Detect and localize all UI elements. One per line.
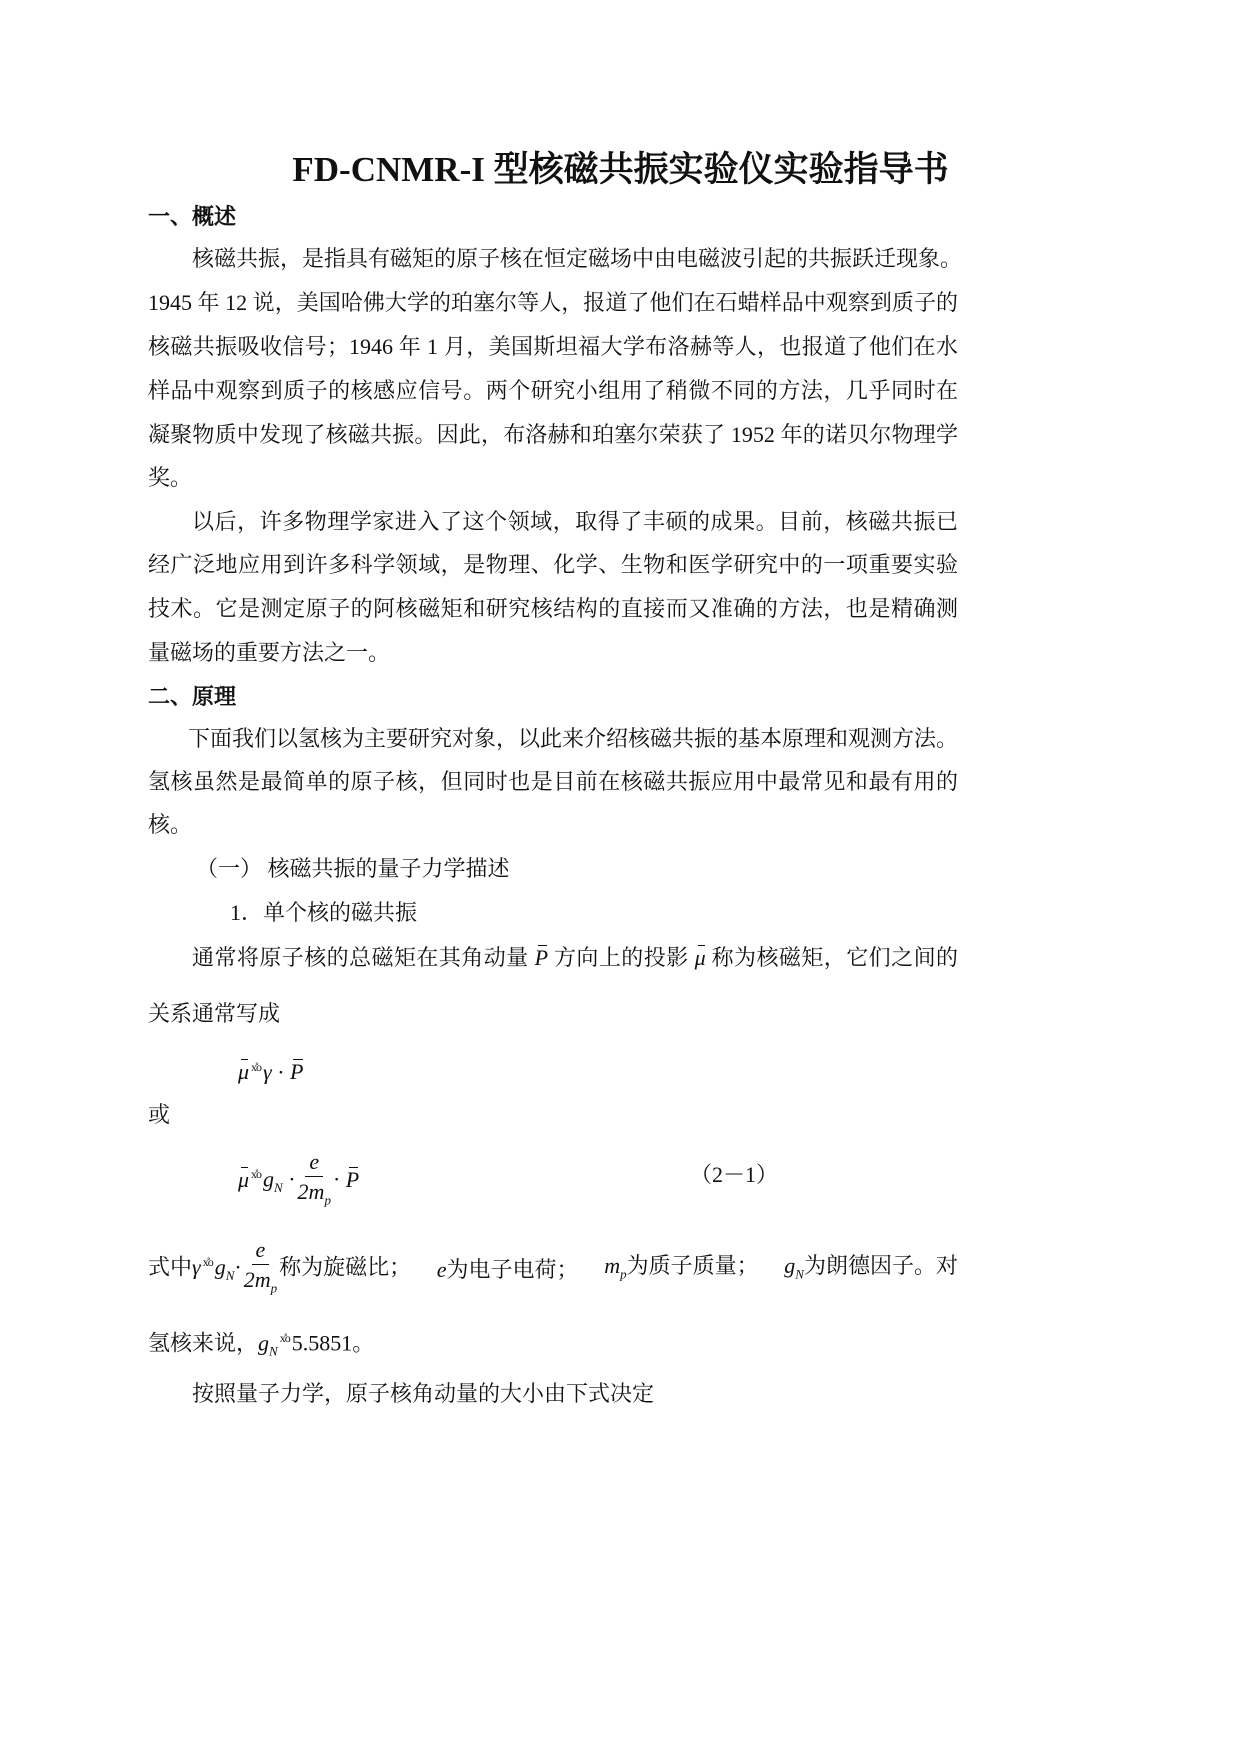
text-line: 按照量子力学，原子核角动量的大小由下式决定 [192, 1381, 655, 1406]
subscript-N: N [269, 1343, 278, 1359]
text-line [148, 1323, 374, 1367]
subsection-heading: （一） 核磁共振的量子力学描述 [196, 856, 510, 881]
dot-operator: · [332, 1166, 341, 1192]
text-line: 技术。它是测定原子的阿核磁矩和研究核结构的直接而又准确的方法，也是精确测 [148, 596, 958, 621]
equals-sign: x̊o [202, 1255, 213, 1270]
text-line: 核。 [148, 812, 193, 837]
symbol-e: e [436, 1256, 447, 1282]
text-line: 核磁共振吸收信号；1946 年 1 月，美国斯坦福大学布洛赫等人，也报道了他们在水 [148, 334, 958, 359]
symbol-g: g [784, 1252, 796, 1278]
equals-sign: x̊o [279, 1331, 290, 1345]
denominator-2m: 2m [297, 1179, 325, 1204]
definition-line: 式中γ $^{x̊o}g_N\cdot$ $\frac{e}{2m_p}$ 称为旋磁比； e为电子电荷； $m_p$为质子质量； $g_N$为朗德因子。对 [148, 1236, 958, 1303]
text-run: 为电子电荷； [446, 1256, 579, 1282]
text-line: 量磁场的重要方法之一。 [148, 640, 391, 665]
symbol-mu: μ [238, 1165, 249, 1195]
text-line: 样品中观察到质子的核感应信号。两个研究小组用了稍微不同的方法，几乎同时在 [148, 378, 958, 403]
symbol-gamma: γ [192, 1254, 201, 1280]
text-line: 经广泛地应用到许多科学领域，是物理、化学、生物和医学研究中的一项重要实验 [148, 552, 958, 577]
subscript-p: p [270, 1280, 278, 1296]
numerator-e: e [305, 1148, 323, 1177]
dot-operator: · [288, 1166, 296, 1192]
text-line: 下面我们以氢核为主要研究对象，以此来介绍核磁共振的基本原理和观测方法。 [188, 726, 959, 751]
symbol-P: P [346, 1165, 359, 1195]
text-run: 为朗德因子。对 [803, 1252, 958, 1278]
equation-label: （2－1） [690, 1162, 779, 1187]
subscript-N: N [274, 1180, 283, 1196]
symbol-P-vector: P [535, 943, 548, 973]
text-line: 关系通常写成 [148, 1001, 281, 1026]
numerator-e: e [252, 1236, 270, 1265]
text-line: 以后，许多物理学家进入了这个领域，取得了丰硕的成果。目前，核磁共振已 [192, 509, 958, 534]
text-line: 凝聚物质中发现了核磁共振。因此，布洛赫和珀塞尔荣获了 1952 年的诺贝尔物理学 [148, 422, 958, 447]
subscript-p: p [620, 1265, 627, 1281]
symbol-g: g [263, 1166, 275, 1192]
fraction [298, 1148, 331, 1215]
symbol-mu: μ [238, 1057, 249, 1087]
subscript-p: p [324, 1192, 331, 1208]
symbol-gamma: γ [263, 1059, 272, 1085]
fraction [244, 1236, 277, 1303]
text-run: 为质子质量； [626, 1252, 759, 1278]
equals-sign: x̊o [251, 1060, 262, 1074]
section-heading-overview: 一、概述 [148, 204, 237, 229]
dot-operator: · [277, 1059, 285, 1085]
subscript-N: N [795, 1265, 804, 1281]
text-run: 称为核磁矩，它们之间的 [711, 945, 959, 970]
subscript-N: N [225, 1268, 235, 1284]
text-line: 氢核虽然是最简单的原子核，但同时也是目前在核磁共振应用中最常见和最有用的 [148, 769, 958, 794]
denominator-2m: 2m [243, 1267, 271, 1292]
symbol-g: g [214, 1254, 226, 1280]
text-line: 奖。 [148, 465, 193, 490]
dot-operator: · [234, 1254, 242, 1280]
equation-2-1 [238, 1148, 359, 1215]
text-line [148, 943, 958, 973]
text-run: 通常将原子核的总磁矩在其角动量 [192, 945, 529, 970]
text-line: 1945 年 12 说，美国哈佛大学的珀塞尔等人，报道了他们在石蜡样品中观察到质子的 [148, 290, 958, 315]
text-run: 方向上的投影 [553, 945, 689, 970]
equation-mu-gamma-P [238, 1052, 304, 1087]
document-title: FD-CNMR-I 型核磁共振实验仪实验指导书 [292, 150, 949, 189]
text-run: 式中 [148, 1254, 193, 1280]
lande-factor-value: 5.5851 [291, 1330, 353, 1356]
subsubsection-heading: 1．单个核的磁共振 [230, 900, 418, 925]
text-line: 核磁共振，是指具有磁矩的原子核在恒定磁场中由电磁波引起的共振跃迁现象。 [192, 246, 963, 271]
text-run: 氢核来说， [148, 1330, 259, 1356]
text-or: 或 [148, 1102, 171, 1127]
symbol-mu-vector: μ [695, 943, 706, 973]
text-run: 称为旋磁比； [279, 1254, 412, 1280]
section-heading-principle: 二、原理 [148, 684, 237, 709]
equals-sign: x̊o [251, 1167, 262, 1182]
text-run: 。 [352, 1330, 375, 1356]
symbol-g: g [258, 1330, 270, 1356]
symbol-P: P [290, 1057, 303, 1087]
